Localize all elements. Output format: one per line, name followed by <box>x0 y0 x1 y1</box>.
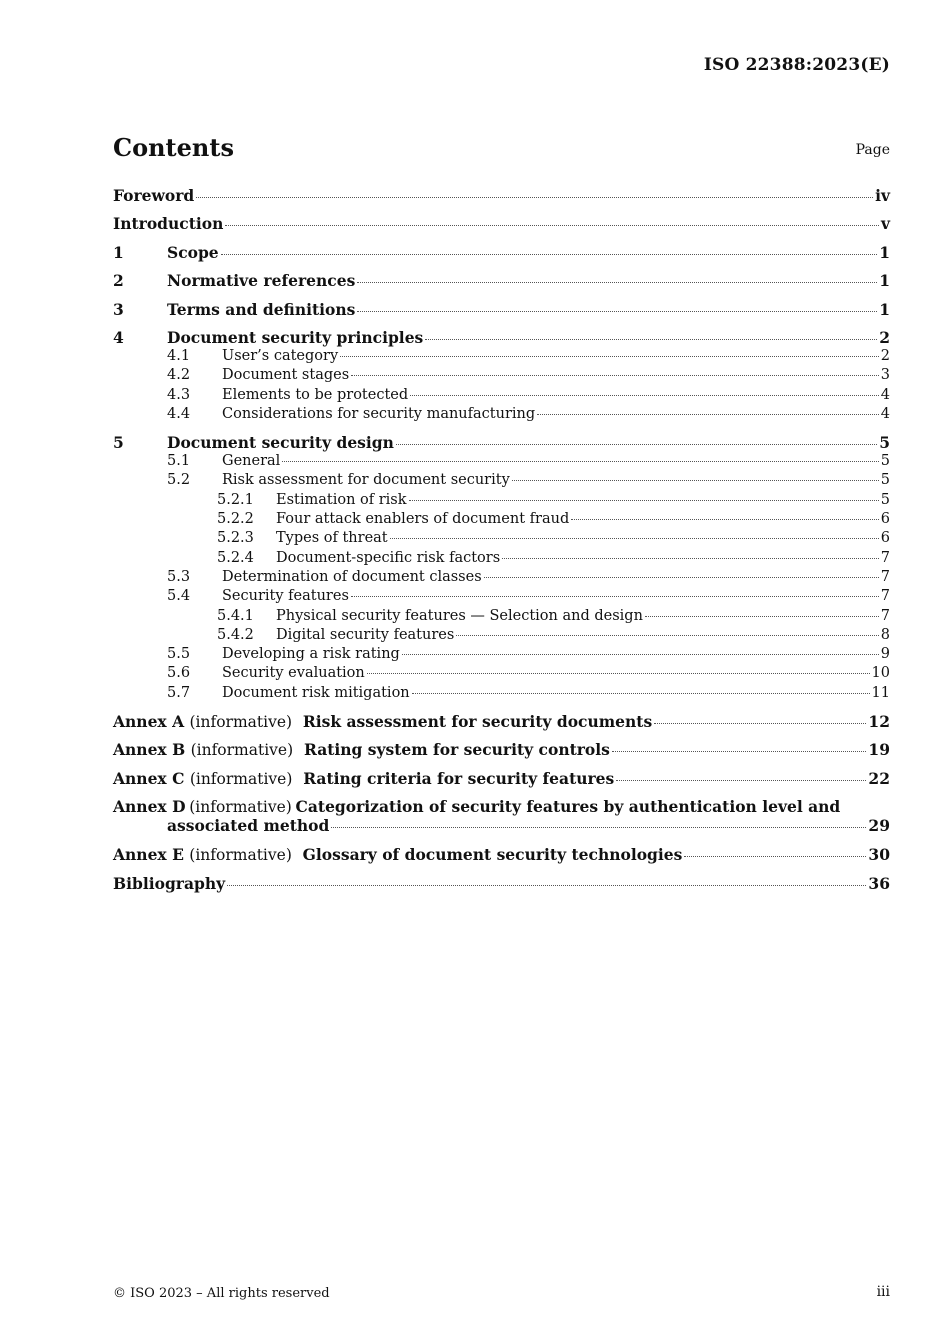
toc-number: 4.1 <box>167 347 191 364</box>
toc-page: 6 <box>880 530 890 547</box>
toc-title: Document-specific risk factors <box>276 549 501 566</box>
toc-title: Glossary of document security technologies <box>302 845 683 865</box>
toc-entry-4-2[interactable] <box>113 366 890 385</box>
toc-number: 5.2.1 <box>217 491 254 508</box>
toc-title: Document security principles <box>167 327 424 347</box>
toc-entry-5-2-2[interactable] <box>113 510 890 529</box>
toc-title: Foreword <box>113 186 195 205</box>
toc-leader <box>282 460 878 462</box>
toc-number: 4.4 <box>167 405 191 422</box>
toc-title: Introduction <box>113 214 224 234</box>
toc-title: Types of threat <box>276 530 388 547</box>
toc-leader <box>225 224 879 226</box>
toc-page: 5 <box>880 472 890 489</box>
annex-heading-continuation <box>113 815 890 837</box>
toc-number: 5.2.4 <box>217 549 254 566</box>
toc-page: 2 <box>879 327 890 347</box>
toc-page: 2 <box>880 347 890 364</box>
toc-page: 7 <box>880 588 890 605</box>
toc-page: 5 <box>880 491 890 508</box>
toc-page: 3 <box>880 367 890 384</box>
toc-leader <box>425 338 877 340</box>
toc-entry-5-4-1[interactable] <box>113 607 890 626</box>
toc-entry-4-1[interactable] <box>113 347 890 366</box>
toc-leader <box>367 672 870 674</box>
toc-leader <box>196 196 873 198</box>
toc-leader <box>340 355 879 357</box>
annex-heading <box>113 844 682 866</box>
toc-page: 9 <box>880 646 890 663</box>
toc-number: 5.7 <box>167 684 191 701</box>
toc-title: Bibliography <box>113 873 226 893</box>
toc-entry-4[interactable] <box>113 327 890 347</box>
contents-heading: Contents <box>113 133 234 162</box>
toc-entry-3[interactable] <box>113 299 890 327</box>
toc-number: 5.1 <box>167 453 191 470</box>
toc-number: 4.2 <box>167 367 191 384</box>
toc-leader <box>410 394 879 396</box>
toc-leader <box>684 855 866 857</box>
toc-page: 5 <box>880 453 890 470</box>
toc-title: Scope <box>167 242 219 262</box>
toc-leader <box>612 750 867 752</box>
toc-leader <box>616 779 866 781</box>
toc-entry-annex-b[interactable] <box>113 739 890 767</box>
toc-leader <box>390 537 879 539</box>
annex-label: Annex B <box>113 740 186 760</box>
toc-leader <box>502 557 879 559</box>
toc-title: Rating criteria for security features <box>303 768 615 788</box>
toc-number: 4.3 <box>167 386 191 403</box>
toc-number: 1 <box>113 242 124 262</box>
annex-informative: (informative) <box>189 798 292 817</box>
toc-number: 5.2.3 <box>217 530 254 547</box>
toc-number: 3 <box>113 299 124 319</box>
toc-entry-annex-d[interactable] <box>113 796 890 844</box>
toc-leader <box>645 615 879 617</box>
toc-leader <box>402 653 879 655</box>
toc-leader <box>484 576 879 578</box>
toc-leader <box>331 826 866 828</box>
toc-entry-5-2-3[interactable] <box>113 529 890 548</box>
page-column-label: Page <box>855 142 890 158</box>
toc-page: 7 <box>880 607 890 624</box>
toc-entry-5-1[interactable] <box>113 452 890 471</box>
toc-entry-5-6[interactable] <box>113 664 890 683</box>
toc-title: Security evaluation <box>222 665 365 682</box>
toc-leader <box>654 722 866 724</box>
toc-entry-4-3[interactable] <box>113 386 890 405</box>
annex-informative: (informative) <box>189 846 292 865</box>
toc-title-line-1: Categorization of security features by authentication level and <box>295 797 841 817</box>
annex-informative: (informative) <box>189 769 293 788</box>
toc-entry-bibliography[interactable] <box>113 873 890 901</box>
toc-title: Four attack enablers of document fraud <box>276 511 570 528</box>
toc-entry-annex-c[interactable] <box>113 768 890 796</box>
toc-leader <box>351 595 879 597</box>
toc-page: 7 <box>880 549 890 566</box>
toc-leader <box>357 310 877 312</box>
annex-heading <box>113 711 652 733</box>
annex-label: Annex E <box>113 845 184 865</box>
toc-number: 5.4.2 <box>217 626 254 643</box>
toc-leader <box>537 413 879 415</box>
toc-entry-annex-a[interactable] <box>113 711 890 739</box>
toc-entry-5[interactable] <box>113 432 890 452</box>
toc-entry-4-4[interactable] <box>113 405 890 424</box>
toc-page: 1 <box>879 299 890 319</box>
toc-number: 5.2.2 <box>217 511 254 528</box>
table-of-contents <box>113 185 890 901</box>
toc-page: 30 <box>868 845 890 865</box>
toc-page: 11 <box>871 684 890 701</box>
toc-page: 6 <box>880 511 890 528</box>
toc-entry-foreword[interactable] <box>113 185 890 213</box>
toc-title: Considerations for security manufacturing <box>222 405 536 422</box>
toc-entry-5-2[interactable] <box>113 471 890 490</box>
toc-entry-5-3[interactable] <box>113 568 890 587</box>
toc-number: 5.3 <box>167 568 191 585</box>
spacer <box>844 796 890 815</box>
toc-entry-1[interactable] <box>113 242 890 270</box>
annex-label: Annex D <box>113 797 186 817</box>
toc-page: 12 <box>868 712 890 731</box>
toc-page: 5 <box>879 433 890 453</box>
annex-heading <box>113 796 890 815</box>
toc-page: iv <box>875 186 890 205</box>
toc-page: 1 <box>879 242 890 262</box>
toc-title: Risk assessment for security documents <box>302 712 653 731</box>
toc-entry-5-2-1[interactable] <box>113 491 890 510</box>
toc-leader <box>396 443 877 445</box>
toc-page: 4 <box>880 405 890 422</box>
annex-informative: (informative) <box>190 741 294 760</box>
toc-title: Security features <box>222 588 349 605</box>
toc-leader <box>351 374 879 376</box>
toc-title: Document risk mitigation <box>222 684 410 701</box>
annex-label: Annex C <box>113 768 185 788</box>
toc-leader <box>357 281 877 283</box>
toc-title: General <box>222 453 281 470</box>
toc-title: Elements to be protected <box>222 386 409 403</box>
toc-leader <box>512 479 879 481</box>
toc-number: 4 <box>113 327 124 347</box>
toc-page: 7 <box>880 568 890 585</box>
toc-leader <box>409 499 879 501</box>
toc-page: 22 <box>868 768 890 788</box>
toc-number: 5 <box>113 433 124 453</box>
toc-entry-5-4[interactable] <box>113 587 890 606</box>
toc-title: Physical security features — Selection and design <box>276 607 643 624</box>
page-number: iii <box>876 1284 890 1300</box>
toc-entry-introduction[interactable] <box>113 213 890 241</box>
annex-heading <box>113 739 610 761</box>
toc-leader <box>412 692 870 694</box>
toc-title: Risk assessment for document security <box>222 472 510 489</box>
toc-leader <box>571 518 879 520</box>
toc-title: Rating system for security controls <box>303 740 610 760</box>
toc-page: 4 <box>880 386 890 403</box>
toc-page: 36 <box>868 873 890 893</box>
toc-title: Determination of document classes <box>222 568 482 585</box>
toc-title: Developing a risk rating <box>222 646 400 663</box>
toc-page: v <box>880 214 890 234</box>
toc-title: Document security design <box>167 433 394 453</box>
toc-title: Digital security features <box>276 626 455 643</box>
toc-number: 5.6 <box>167 665 191 682</box>
toc-leader <box>221 253 878 255</box>
toc-number: 2 <box>113 271 124 291</box>
annex-label: Annex A <box>113 712 185 731</box>
annex-heading <box>113 768 614 790</box>
toc-page: 29 <box>868 816 890 836</box>
toc-page: 8 <box>880 626 890 643</box>
toc-title: Estimation of risk <box>276 491 407 508</box>
toc-entry-5-7[interactable] <box>113 684 890 703</box>
toc-entry-annex-e[interactable] <box>113 844 890 872</box>
toc-title: Document stages <box>222 367 350 384</box>
toc-entry-5-4-2[interactable] <box>113 626 890 645</box>
toc-entry-2[interactable] <box>113 270 890 298</box>
toc-leader <box>227 884 866 886</box>
toc-title: Terms and definitions <box>167 299 356 319</box>
toc-number: 5.5 <box>167 646 191 663</box>
annex-informative: (informative) <box>189 713 293 731</box>
toc-number: 5.4.1 <box>217 607 254 624</box>
toc-title: User’s category <box>222 347 339 364</box>
toc-entry-5-2-4[interactable] <box>113 549 890 568</box>
toc-leader <box>456 634 878 636</box>
toc-entry-5-5[interactable] <box>113 645 890 664</box>
toc-page: 10 <box>871 665 890 682</box>
toc-title: Normative references <box>167 271 356 291</box>
toc-number: 5.2 <box>167 472 191 489</box>
toc-title-line-2: associated method <box>167 816 330 836</box>
toc-number: 5.4 <box>167 588 191 605</box>
document-code: ISO 22388:2023(E) <box>703 55 890 75</box>
toc-page: 19 <box>868 740 890 760</box>
copyright-notice: © ISO 2023 – All rights reserved <box>113 1286 330 1301</box>
toc-page: 1 <box>879 271 890 291</box>
